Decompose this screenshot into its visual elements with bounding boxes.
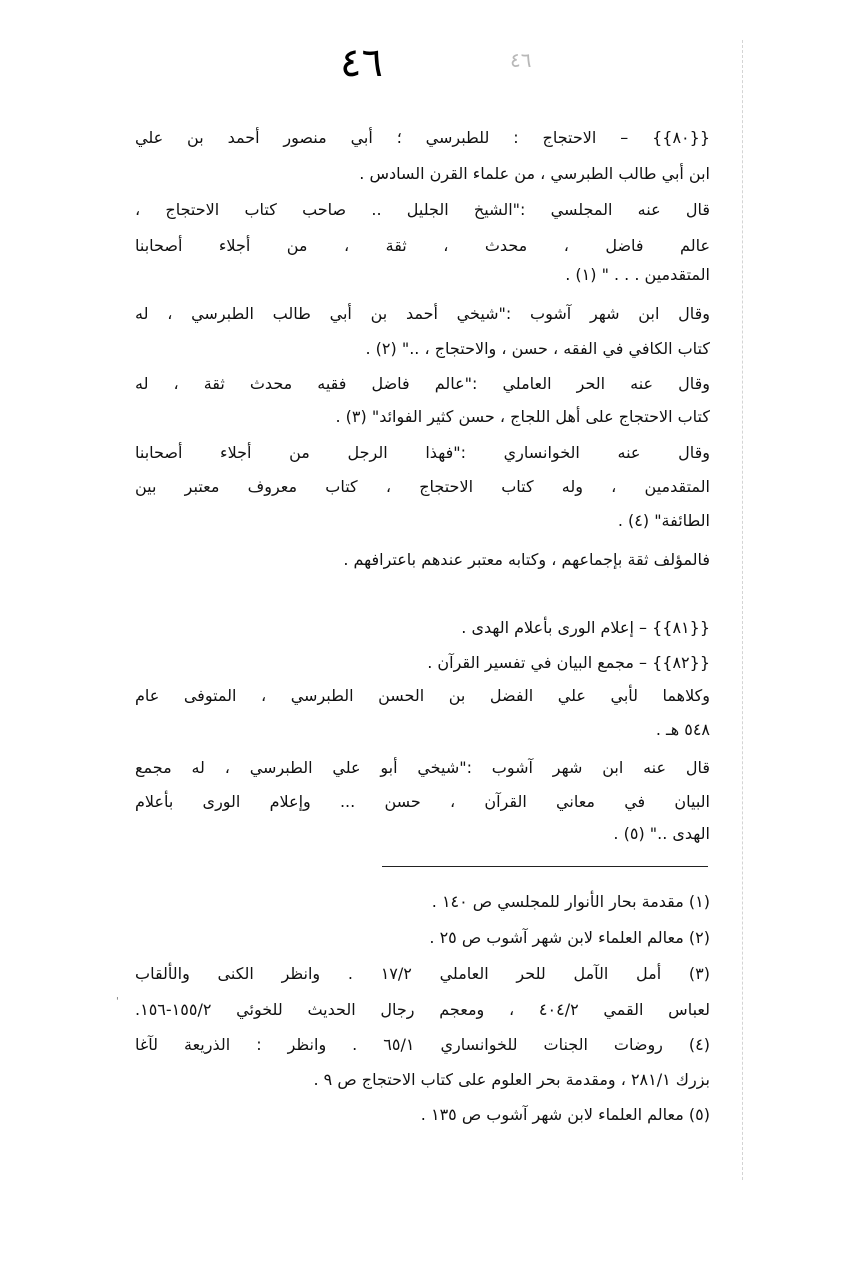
text-line: الهدى .." (٥) . bbox=[613, 824, 710, 843]
text-line: الطائفة" (٤) . bbox=[617, 511, 710, 530]
page-number: ٤٦ bbox=[340, 40, 383, 86]
text-line: البيان في معاني القرآن ، حسن ... وإعلام الورى بأعلام bbox=[135, 792, 710, 811]
text-line: وكلاهما لأبي علي الفضل بن الحسن الطبرسي ، المتوفى عام bbox=[135, 686, 710, 705]
text-line: {{٨١}} – إعلام الورى بأعلام الهدى . bbox=[461, 618, 710, 637]
text-line: فالمؤلف ثقة بإجماعهم ، وكتابه معتبر عندهم باعترافهم . bbox=[343, 550, 710, 569]
scan-margin-edge bbox=[742, 40, 751, 1180]
footnote: (٣) أمل الآمل للحر العاملي ١٧/٢ . وانظر الكنى والألقاب bbox=[135, 964, 710, 983]
footnote: (٤) روضات الجنات للخوانساري ٦٥/١ . وانظر : الذريعة لآغا bbox=[135, 1035, 710, 1054]
faint-page-mark: ٤٦ bbox=[510, 48, 532, 72]
text-line: ٥٤٨ هـ . bbox=[655, 720, 710, 739]
footnote-divider bbox=[382, 866, 708, 867]
text-line: وقال عنه الحر العاملي :"عالم فاضل فقيه محدث ثقة ، له bbox=[135, 374, 710, 393]
footnote: (٥) معالم العلماء لابن شهر آشوب ص ١٣٥ . bbox=[420, 1105, 710, 1124]
footnote: (١) مقدمة بحار الأنوار للمجلسي ص ١٤٠ . bbox=[431, 892, 710, 911]
text-line: عالم فاضل ، محدث ، ثقة ، من أجلاء أصحابنا bbox=[135, 236, 710, 255]
text-line: ابن أبي طالب الطبرسي ، من علماء القرن السادس . bbox=[359, 164, 710, 183]
text-line: المتقدمين ، وله كتاب الاحتجاج ، كتاب معروف معتبر بين bbox=[135, 477, 710, 496]
text-line: كتاب الكافي في الفقه ، حسن ، والاحتجاج ، .." (٢) . bbox=[365, 339, 710, 358]
text-line: قال عنه المجلسي :"الشيخ الجليل .. صاحب كتاب الاحتجاج ، bbox=[135, 200, 710, 219]
footnote: (٢) معالم العلماء لابن شهر آشوب ص ٢٥ . bbox=[429, 928, 710, 947]
text-line: وقال ابن شهر آشوب :"شيخي أحمد بن أبي طالب الطبرسي ، له bbox=[135, 304, 710, 323]
text-line: كتاب الاحتجاج على أهل اللجاج ، حسن كثير الفوائد" (٣) . bbox=[335, 407, 710, 426]
text-line: {{٨٠}} – الاحتجاج : للطبرسي ؛ أبي منصور أحمد بن علي bbox=[135, 128, 710, 147]
text-line: قال عنه ابن شهر آشوب :"شيخي أبو علي الطبرسي ، له مجمع bbox=[135, 758, 710, 777]
text-line: {{٨٢}} – مجمع البيان في تفسير القرآن . bbox=[427, 653, 710, 672]
footnote: لعباس القمي ٤٠٤/٢ ، ومعجم رجال الحديث للخوئي ١٥٥/٢-١٥٦. bbox=[135, 1000, 710, 1019]
text-line: وقال عنه الخوانساري :"فهذا الرجل من أجلاء أصحابنا bbox=[135, 443, 710, 462]
footnote: بزرك ٢٨١/١ ، ومقدمة بحر العلوم على كتاب الاحتجاج ص ٩ . bbox=[313, 1070, 710, 1089]
text-line: المتقدمين . . . " (١) . bbox=[565, 265, 710, 284]
stray-mark: ' bbox=[116, 996, 119, 1007]
